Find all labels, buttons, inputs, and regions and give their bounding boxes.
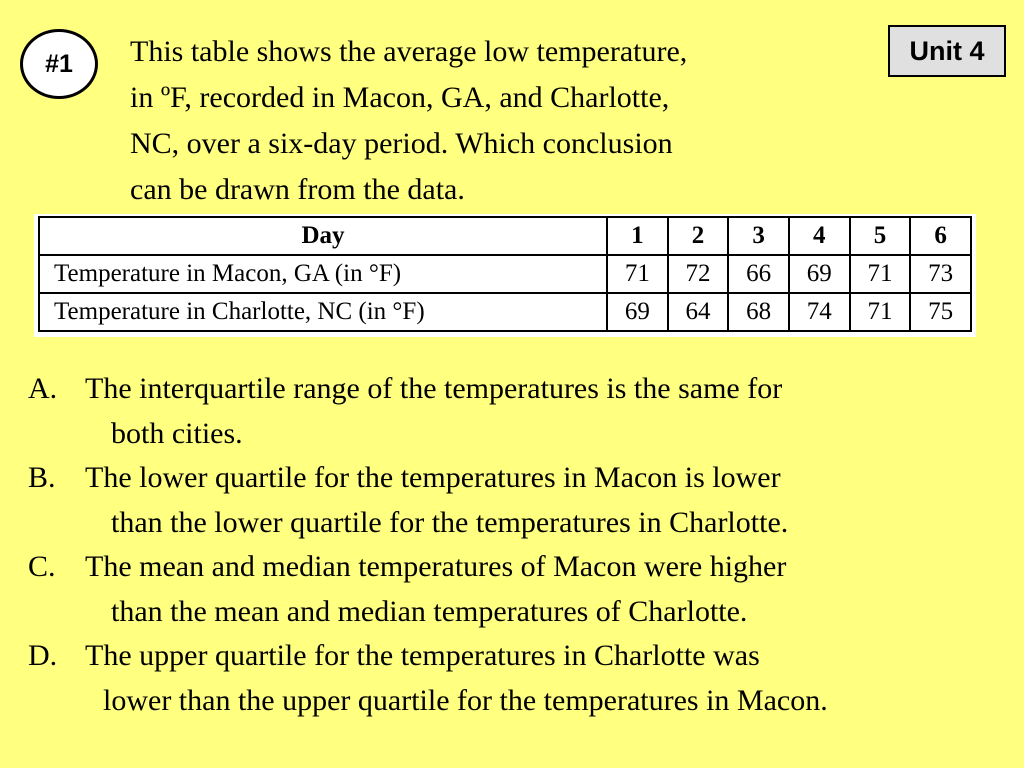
- table-cell: 71: [850, 293, 911, 331]
- answer-letter: B.: [28, 461, 56, 494]
- table-cell: 71: [850, 255, 911, 293]
- header-day: 5: [850, 217, 911, 255]
- header-day-label: Day: [39, 217, 607, 255]
- question-number: #1: [45, 49, 73, 78]
- question-number-badge: [20, 29, 98, 99]
- temperature-table-container: [34, 214, 976, 337]
- table-cell: 66: [728, 255, 789, 293]
- answer-text: The upper quartile for the temperatures in Charlotte was: [85, 639, 760, 672]
- table-row: [39, 293, 971, 331]
- table-cell: 71: [607, 255, 668, 293]
- header-day: 3: [728, 217, 789, 255]
- answer-text: both cities.: [111, 416, 243, 450]
- answer-choices: [28, 367, 1013, 723]
- unit-label: Unit 4: [909, 35, 985, 66]
- header-day: 6: [910, 217, 971, 255]
- table-cell: 69: [607, 293, 668, 331]
- question-line: NC, over a six-day period. Which conclusion: [130, 127, 673, 160]
- question-text: [130, 29, 890, 213]
- answer-text: lower than the upper quartile for the temperatures in Macon.: [103, 683, 828, 717]
- header-day: 2: [668, 217, 729, 255]
- row-label-macon: Temperature in Macon, GA (in °F): [39, 255, 607, 293]
- unit-label-box: [888, 25, 1006, 77]
- question-line: This table shows the average low temperature,: [130, 35, 688, 68]
- table-cell: 75: [910, 293, 971, 331]
- temperature-table: [38, 216, 972, 332]
- answer-text: than the mean and median temperatures of Charlotte.: [111, 594, 748, 628]
- question-line: can be drawn from the data.: [130, 173, 465, 206]
- table-row: [39, 255, 971, 293]
- table-cell: 72: [668, 255, 729, 293]
- question-line: in ºF, recorded in Macon, GA, and Charlotte,: [130, 81, 670, 114]
- answer-text: The interquartile range of the temperatures is the same for: [85, 372, 783, 405]
- answer-choice-a: [28, 367, 1013, 456]
- answer-letter: D.: [28, 639, 58, 672]
- table-header-row: [39, 217, 971, 255]
- header-day: 1: [607, 217, 668, 255]
- answer-choice-c: [28, 545, 1013, 634]
- answer-choice-b: [28, 456, 1013, 545]
- answer-text: The mean and median temperatures of Macon were higher: [85, 550, 787, 583]
- answer-text: than the lower quartile for the temperatures in Charlotte.: [111, 505, 789, 539]
- answer-choice-d: [28, 634, 1013, 723]
- table-cell: 69: [789, 255, 850, 293]
- table-cell: 64: [668, 293, 729, 331]
- answer-text: The lower quartile for the temperatures in Macon is lower: [85, 461, 781, 494]
- answer-letter: A.: [28, 372, 58, 405]
- header-day: 4: [789, 217, 850, 255]
- row-label-charlotte: Temperature in Charlotte, NC (in °F): [39, 293, 607, 331]
- table-cell: 74: [789, 293, 850, 331]
- table-cell: 73: [910, 255, 971, 293]
- table-cell: 68: [728, 293, 789, 331]
- answer-letter: C.: [28, 550, 56, 583]
